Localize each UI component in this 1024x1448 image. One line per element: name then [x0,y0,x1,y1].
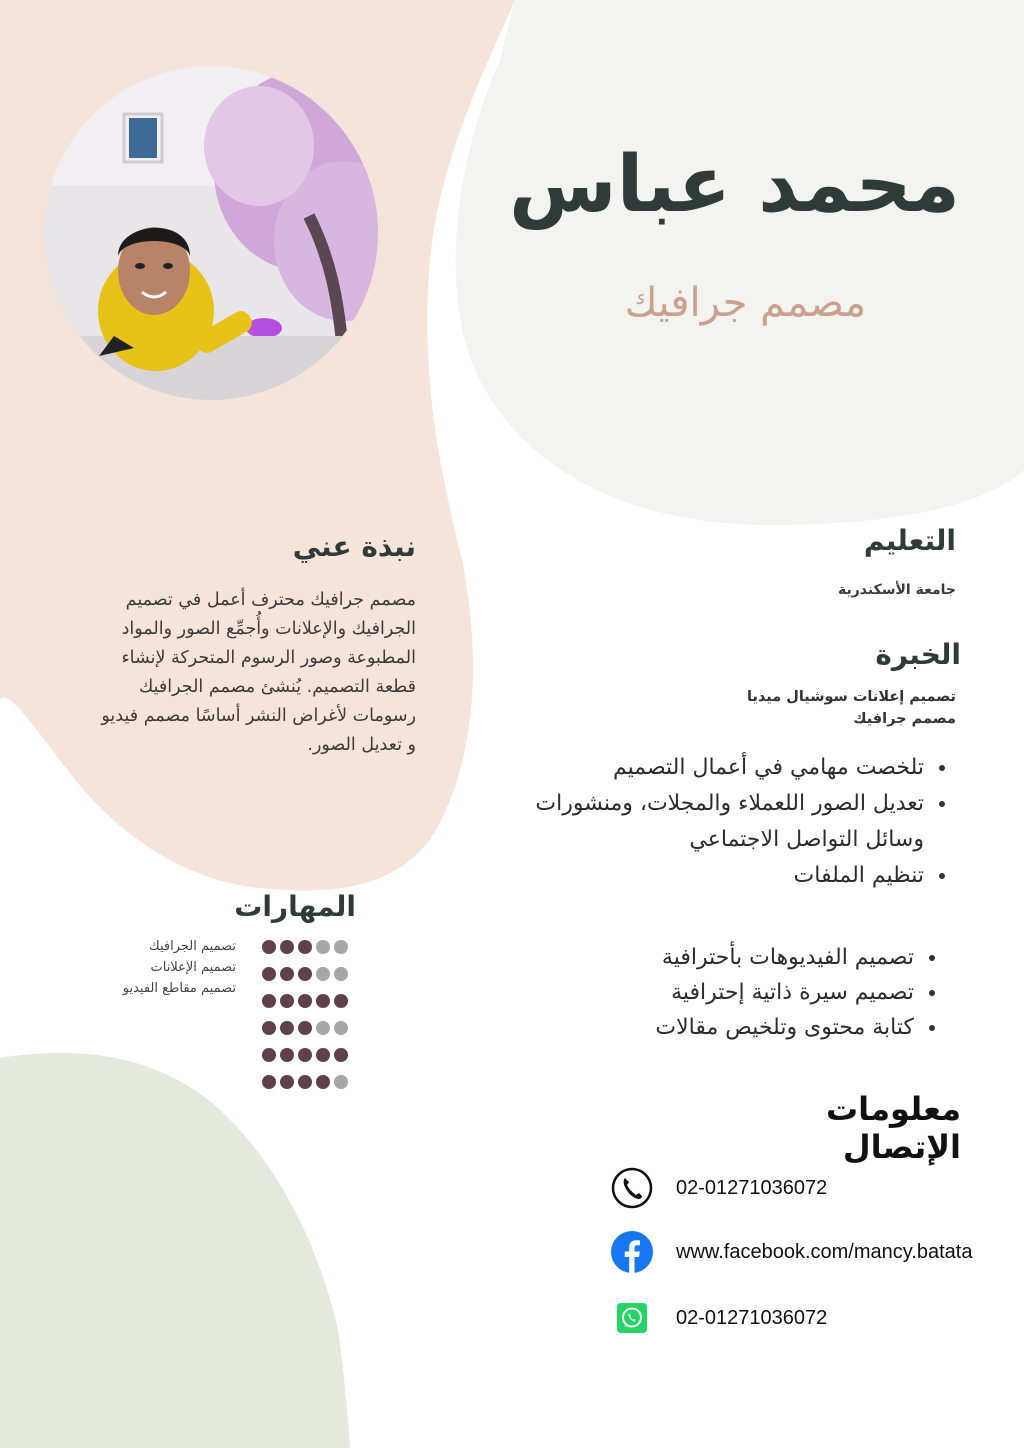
skill-rating-row [262,994,358,1010]
contact-whatsapp[interactable]: 02-01271036072 [676,1306,828,1329]
rating-dot-empty [316,1021,330,1035]
rating-dot-filled [334,1048,348,1062]
experience-list [520,750,948,894]
contact-whatsapp-row [610,1296,1010,1340]
rating-dot-filled [262,940,276,954]
education-university: جامعة الأسكندرية [837,582,956,598]
list-item: تنظيم الملفات [520,858,948,894]
rating-dot-filled [298,967,312,981]
skill-rating-row [262,1048,358,1064]
skills-title: المهارات [234,890,356,923]
facebook-icon [610,1230,654,1274]
person-name: محمد عباس [508,140,960,230]
rating-dot-filled [280,994,294,1008]
rating-dot-empty [334,940,348,954]
contact-title: معلومات الإتصال [826,1090,961,1166]
list-item: كتابة محتوى وتلخيص مقالات [520,1010,938,1045]
rating-dot-filled [262,1075,276,1089]
sage-blob [0,1053,350,1448]
rating-dot-filled [262,967,276,981]
rating-dot-filled [262,1048,276,1062]
rating-dot-empty [316,967,330,981]
rating-dot-filled [316,994,330,1008]
rating-dot-filled [298,994,312,1008]
rating-dot-filled [280,940,294,954]
cream-blob [456,0,1024,525]
profile-photo [44,66,378,400]
skill-rating-row [262,967,358,983]
skill-rating-row [262,1021,358,1037]
rating-dot-filled [298,1021,312,1035]
education-title: التعليم [863,524,956,557]
about-text: مصمم جرافيك محترف أعمل في تصميم الجرافيك والإعلانات وأُجمِّع الصور والمواد المطبوعة وصور الرسوم المتحركة لإنشاء قطعة التصميم. يُنشئ مصمم الجرافيك رسومات لأغراض النشر أساسًا مصمم فيديو و تعديل الصور. [101,590,416,755]
contact-phone[interactable]: 02-01271036072 [676,1176,828,1199]
rating-dot-filled [262,1021,276,1035]
rating-dot-filled [280,1021,294,1035]
experience-role [600,686,956,730]
skill-label: تصميم مقاطع الفيديو [122,981,236,996]
skill-rating-row [262,1075,358,1091]
experience-title: الخبرة [875,638,961,671]
list-item: تصميم سيرة ذاتية إحترافية [520,975,938,1010]
rating-dot-filled [280,967,294,981]
rating-dot-filled [316,1075,330,1089]
experience-role-line1: تصميم إعلانات سوشيال ميديا [747,689,956,705]
list-item: تصميم الفيديوهات بأحترافية [520,940,938,975]
skill-label: تصميم الإعلانات [150,960,236,975]
extra-skills-list [520,940,938,1045]
experience-role-line2: مصمم جرافيك [853,711,956,727]
whatsapp-icon [610,1296,654,1340]
phone-icon [610,1166,654,1210]
rating-dot-filled [334,994,348,1008]
rating-dot-filled [316,1048,330,1062]
about-title: نبذة عني [292,530,416,563]
skill-label: تصميم الجرافيك [149,939,236,954]
rating-dot-filled [298,940,312,954]
rating-dot-filled [280,1075,294,1089]
skills-labels [60,936,236,999]
rating-dot-filled [280,1048,294,1062]
contact-facebook[interactable]: www.facebook.com/mancy.batata [676,1240,973,1263]
job-title: مصمم جرافيك [624,280,866,326]
skill-rating-row [262,940,358,956]
rating-dot-empty [334,967,348,981]
contact-phone-row [610,1166,1010,1210]
rating-dot-empty [334,1075,348,1089]
rating-dot-filled [298,1075,312,1089]
contact-facebook-row [610,1230,1010,1274]
rating-dot-filled [262,994,276,1008]
rating-dot-empty [316,940,330,954]
rating-dot-empty [334,1021,348,1035]
list-item: تعديل الصور اللعملاء والمجلات، ومنشورات وسائل التواصل الاجتماعي [520,786,948,858]
rating-dot-filled [298,1048,312,1062]
list-item: تلخصت مهامي في أعمال التصميم [520,750,948,786]
